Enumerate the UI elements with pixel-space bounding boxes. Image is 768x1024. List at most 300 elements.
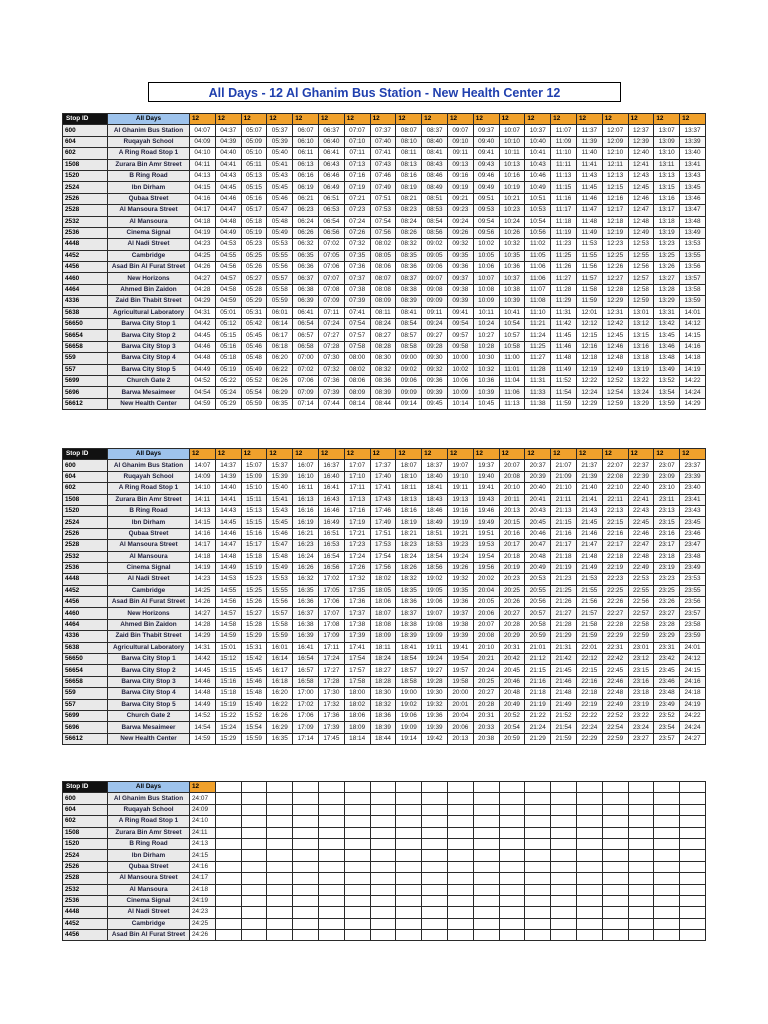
departure-time: 12:43 [628, 170, 654, 181]
departure-time: 08:49 [422, 182, 448, 193]
departure-time: 06:22 [267, 364, 293, 375]
empty-cell [318, 793, 344, 804]
departure-time: 14:17 [190, 540, 216, 551]
departure-time: 07:38 [344, 284, 370, 295]
table-row [63, 170, 706, 181]
departure-time: 23:59 [680, 631, 706, 642]
departure-time: 20:00 [447, 688, 473, 699]
empty-cell [241, 804, 267, 815]
departure-time: 12:18 [576, 353, 602, 364]
departure-time: 15:40 [267, 483, 293, 494]
departure-time: 24:09 [190, 804, 216, 815]
departure-time: 17:27 [318, 665, 344, 676]
departure-time: 14:15 [680, 330, 706, 341]
departure-time: 08:05 [370, 250, 396, 261]
route-number-header: 12 [190, 782, 216, 793]
empty-cell [422, 861, 448, 872]
route-number-header: 12 [473, 449, 499, 460]
stop-name: New Health Center [108, 398, 190, 409]
route-number-header: 12 [293, 114, 319, 125]
departure-time: 19:24 [447, 551, 473, 562]
departure-time: 10:16 [499, 170, 525, 181]
empty-cell [267, 884, 293, 895]
departure-time: 16:51 [318, 528, 344, 539]
departure-time: 11:57 [576, 273, 602, 284]
empty-cell [267, 804, 293, 815]
departure-time: 12:13 [602, 170, 628, 181]
departure-time: 06:26 [267, 375, 293, 386]
empty-cell [370, 918, 396, 929]
departure-time: 12:10 [602, 148, 628, 159]
departure-time: 16:32 [293, 574, 319, 585]
departure-time: 17:11 [344, 483, 370, 494]
departure-time: 14:31 [190, 642, 216, 653]
table-row [63, 642, 706, 653]
departure-time: 17:09 [318, 631, 344, 642]
departure-time: 04:41 [215, 159, 241, 170]
empty-cell [525, 895, 551, 906]
departure-time: 14:46 [215, 528, 241, 539]
departure-time: 11:43 [576, 170, 602, 181]
departure-time: 06:24 [293, 216, 319, 227]
departure-time: 10:39 [499, 296, 525, 307]
empty-cell [318, 850, 344, 861]
departure-time: 22:25 [602, 585, 628, 596]
departure-time: 22:15 [602, 517, 628, 528]
departure-time: 23:16 [654, 528, 680, 539]
route-number-header: 12 [370, 449, 396, 460]
departure-time: 04:07 [190, 125, 216, 136]
empty-cell [370, 907, 396, 918]
empty-cell [396, 816, 422, 827]
departure-time: 14:13 [190, 505, 216, 516]
stop-name: Ruqayah School [108, 804, 190, 815]
departure-time: 12:28 [602, 284, 628, 295]
stop-name: Barwa City Stop 4 [108, 688, 190, 699]
table-row [63, 838, 706, 849]
departure-time: 18:54 [396, 654, 422, 665]
departure-time: 07:14 [293, 398, 319, 409]
stop-id: 5699 [63, 375, 108, 386]
empty-cell [215, 918, 241, 929]
departure-time: 07:41 [344, 307, 370, 318]
departure-time: 24:13 [190, 838, 216, 849]
departure-time: 14:45 [190, 665, 216, 676]
empty-cell [551, 918, 577, 929]
departure-time: 15:19 [215, 699, 241, 710]
departure-time: 05:46 [267, 193, 293, 204]
departure-time: 06:40 [318, 136, 344, 147]
route-number-header: 12 [525, 449, 551, 460]
departure-time: 18:02 [344, 699, 370, 710]
departure-time: 18:51 [422, 528, 448, 539]
table-row [63, 850, 706, 861]
departure-time: 16:37 [318, 460, 344, 471]
departure-time: 18:46 [422, 505, 448, 516]
departure-time: 13:57 [680, 273, 706, 284]
departure-time: 17:41 [344, 642, 370, 653]
departure-time: 12:57 [628, 273, 654, 284]
empty-cell [525, 850, 551, 861]
departure-time: 05:26 [241, 262, 267, 273]
departure-time: 17:58 [344, 676, 370, 687]
departure-time: 09:46 [473, 170, 499, 181]
empty-cell [576, 793, 602, 804]
departure-time: 13:15 [654, 182, 680, 193]
departure-time: 09:36 [422, 375, 448, 386]
empty-cell [628, 804, 654, 815]
departure-time: 07:07 [344, 125, 370, 136]
empty-cell [628, 850, 654, 861]
departure-time: 15:47 [267, 540, 293, 551]
departure-time: 11:09 [551, 136, 577, 147]
departure-time: 07:46 [370, 170, 396, 181]
table-row [63, 216, 706, 227]
empty-cell [267, 873, 293, 884]
route-number-header: 12 [422, 449, 448, 460]
departure-time: 10:41 [499, 307, 525, 318]
departure-time: 23:37 [680, 460, 706, 471]
departure-time: 12:48 [628, 216, 654, 227]
stop-name: B Ring Road [108, 170, 190, 181]
departure-time: 22:46 [602, 676, 628, 687]
stop-id: 5696 [63, 722, 108, 733]
empty-cell [499, 861, 525, 872]
route-number-header: 12 [525, 114, 551, 125]
departure-time: 10:40 [525, 136, 551, 147]
empty-cell [293, 838, 319, 849]
departure-time: 05:11 [241, 159, 267, 170]
departure-time: 14:54 [190, 722, 216, 733]
departure-time: 05:42 [241, 319, 267, 330]
departure-time: 11:38 [525, 398, 551, 409]
stop-name: Ahmed Bin Zaidon [108, 619, 190, 630]
stop-id: 604 [63, 136, 108, 147]
departure-time: 12:29 [602, 296, 628, 307]
stop-id: 4336 [63, 296, 108, 307]
departure-time: 14:07 [190, 460, 216, 471]
departure-time: 18:38 [396, 619, 422, 630]
departure-time: 16:29 [267, 722, 293, 733]
stop-id: 4464 [63, 619, 108, 630]
departure-time: 06:56 [318, 227, 344, 238]
route-number-header: 12 [318, 449, 344, 460]
departure-time: 14:37 [215, 460, 241, 471]
departure-time: 18:39 [370, 722, 396, 733]
empty-cell [576, 827, 602, 838]
empty-cell [680, 918, 706, 929]
departure-time: 16:35 [293, 585, 319, 596]
departure-time: 17:40 [370, 471, 396, 482]
table-row [63, 250, 706, 261]
departure-time: 20:29 [499, 631, 525, 642]
departure-time: 12:46 [602, 341, 628, 352]
departure-time: 08:37 [422, 125, 448, 136]
departure-time: 20:59 [525, 631, 551, 642]
empty-cell [293, 804, 319, 815]
departure-time: 20:56 [525, 597, 551, 608]
route-number-header: 12 [473, 114, 499, 125]
stop-id: 604 [63, 804, 108, 815]
empty-cell [576, 930, 602, 941]
departure-time: 22:29 [602, 631, 628, 642]
departure-time: 16:43 [318, 494, 344, 505]
departure-time: 13:59 [680, 296, 706, 307]
departure-time: 16:13 [293, 494, 319, 505]
departure-time: 14:29 [680, 398, 706, 409]
departure-time: 06:01 [267, 307, 293, 318]
departure-time: 14:41 [215, 494, 241, 505]
empty-cell [473, 827, 499, 838]
departure-time: 22:55 [628, 585, 654, 596]
departure-time: 10:32 [499, 239, 525, 250]
route-number-header: 12 [680, 449, 706, 460]
departure-time: 16:20 [267, 688, 293, 699]
departure-time: 16:40 [318, 471, 344, 482]
empty-cell [241, 827, 267, 838]
departure-time: 19:10 [447, 471, 473, 482]
departure-time: 05:16 [215, 341, 241, 352]
departure-time: 20:54 [499, 722, 525, 733]
departure-time: 11:31 [551, 307, 577, 318]
departure-time: 20:47 [525, 540, 551, 551]
departure-time: 19:23 [447, 540, 473, 551]
departure-time: 13:48 [680, 216, 706, 227]
empty-cell [396, 804, 422, 815]
empty-cell [602, 907, 628, 918]
empty-cell [241, 861, 267, 872]
table-row [63, 341, 706, 352]
empty-cell [525, 884, 551, 895]
departure-time: 11:10 [551, 148, 577, 159]
departure-time: 17:32 [344, 574, 370, 585]
departure-time: 12:09 [602, 136, 628, 147]
departure-time: 13:23 [654, 239, 680, 250]
departure-time: 08:00 [344, 353, 370, 364]
departure-time: 22:40 [628, 483, 654, 494]
departure-time: 13:26 [654, 262, 680, 273]
departure-time: 09:40 [473, 136, 499, 147]
departure-time: 20:25 [499, 585, 525, 596]
route-number-header: 12 [370, 114, 396, 125]
empty-cell [576, 804, 602, 815]
departure-time: 08:06 [344, 375, 370, 386]
departure-time: 06:54 [318, 216, 344, 227]
empty-cell [680, 827, 706, 838]
empty-cell [447, 930, 473, 941]
departure-time: 11:07 [551, 125, 577, 136]
departure-time: 20:43 [525, 505, 551, 516]
empty-cell [654, 884, 680, 895]
departure-time: 10:26 [499, 227, 525, 238]
departure-time: 18:10 [396, 471, 422, 482]
departure-time: 23:55 [680, 585, 706, 596]
departure-time: 23:43 [680, 505, 706, 516]
departure-time: 20:24 [473, 665, 499, 676]
empty-cell [447, 884, 473, 895]
departure-time: 22:12 [576, 654, 602, 665]
departure-time: 17:36 [318, 710, 344, 721]
departure-time: 04:25 [190, 250, 216, 261]
departure-time: 13:28 [654, 284, 680, 295]
table-row [63, 494, 706, 505]
departure-time: 10:53 [525, 205, 551, 216]
empty-cell [525, 793, 551, 804]
departure-time: 12:40 [628, 148, 654, 159]
departure-time: 09:56 [473, 227, 499, 238]
departure-time: 11:00 [499, 353, 525, 364]
departure-time: 18:16 [396, 505, 422, 516]
departure-time: 05:19 [215, 364, 241, 375]
empty-cell [422, 895, 448, 906]
departure-time: 20:38 [473, 733, 499, 744]
departure-time: 15:09 [241, 471, 267, 482]
departure-time: 23:15 [654, 517, 680, 528]
departure-time: 24:24 [680, 722, 706, 733]
departure-time: 15:55 [267, 585, 293, 596]
empty-cell [370, 861, 396, 872]
empty-cell [499, 816, 525, 827]
departure-time: 18:53 [422, 540, 448, 551]
empty-cell [473, 782, 499, 793]
departure-time: 13:07 [654, 125, 680, 136]
empty-cell [215, 782, 241, 793]
departure-time: 18:23 [396, 540, 422, 551]
empty-cell [628, 861, 654, 872]
header-row [63, 449, 706, 460]
departure-time: 10:06 [473, 262, 499, 273]
departure-time: 18:49 [422, 517, 448, 528]
departure-time: 11:31 [525, 375, 551, 386]
departure-time: 23:39 [680, 471, 706, 482]
departure-time: 11:06 [499, 387, 525, 398]
empty-cell [318, 930, 344, 941]
stop-name: Barwa Mesaimeer [108, 387, 190, 398]
departure-time: 18:26 [396, 562, 422, 573]
departure-time: 11:56 [576, 262, 602, 273]
departure-time: 04:10 [190, 148, 216, 159]
departure-time: 18:06 [370, 597, 396, 608]
route-number-header: 12 [654, 114, 680, 125]
empty-cell [499, 918, 525, 929]
empty-cell [551, 907, 577, 918]
empty-cell [344, 873, 370, 884]
departure-time: 16:18 [267, 676, 293, 687]
departure-time: 17:38 [344, 619, 370, 630]
empty-cell [680, 816, 706, 827]
departure-time: 11:26 [551, 262, 577, 273]
departure-time: 12:56 [628, 262, 654, 273]
empty-cell [602, 850, 628, 861]
empty-cell [396, 907, 422, 918]
empty-cell [293, 907, 319, 918]
empty-cell [267, 782, 293, 793]
departure-time: 05:31 [241, 307, 267, 318]
stop-name: Zurara Bin Amr Street [108, 159, 190, 170]
departure-time: 17:06 [318, 597, 344, 608]
departure-time: 21:07 [551, 460, 577, 471]
departure-time: 13:25 [654, 250, 680, 261]
departure-time: 12:46 [628, 193, 654, 204]
departure-time: 10:51 [525, 193, 551, 204]
stop-id: 4448 [63, 239, 108, 250]
empty-cell [499, 850, 525, 861]
stop-name: Ibn Dirham [108, 517, 190, 528]
departure-time: 19:13 [447, 494, 473, 505]
departure-time: 14:26 [190, 597, 216, 608]
departure-time: 17:53 [370, 540, 396, 551]
empty-cell [215, 930, 241, 941]
departure-time: 17:54 [344, 654, 370, 665]
empty-cell [447, 827, 473, 838]
empty-cell [499, 873, 525, 884]
empty-cell [241, 850, 267, 861]
departure-time: 14:40 [215, 483, 241, 494]
departure-time: 08:23 [396, 205, 422, 216]
departure-time: 10:35 [499, 250, 525, 261]
departure-time: 04:16 [190, 193, 216, 204]
empty-cell [241, 782, 267, 793]
departure-time: 22:54 [602, 722, 628, 733]
empty-cell [318, 884, 344, 895]
departure-time: 16:46 [318, 505, 344, 516]
table-row [63, 930, 706, 941]
departure-time: 18:43 [422, 494, 448, 505]
departure-time: 07:36 [318, 375, 344, 386]
departure-time: 12:45 [628, 182, 654, 193]
departure-time: 11:47 [576, 205, 602, 216]
departure-time: 05:09 [241, 136, 267, 147]
departure-time: 12:29 [576, 398, 602, 409]
departure-time: 07:51 [370, 193, 396, 204]
departure-time: 07:53 [370, 205, 396, 216]
departure-time: 10:07 [473, 273, 499, 284]
departure-time: 14:12 [680, 319, 706, 330]
stop-name: Zurara Bin Amr Street [108, 494, 190, 505]
departure-time: 05:40 [267, 148, 293, 159]
departure-time: 10:27 [473, 330, 499, 341]
departure-time: 06:26 [293, 227, 319, 238]
departure-time: 11:06 [525, 262, 551, 273]
departure-time: 06:20 [267, 353, 293, 364]
departure-time: 18:58 [396, 676, 422, 687]
departure-time: 21:31 [551, 642, 577, 653]
departure-time: 04:48 [215, 216, 241, 227]
departure-time: 18:07 [370, 608, 396, 619]
departure-time: 07:54 [370, 216, 396, 227]
empty-cell [576, 873, 602, 884]
empty-cell [551, 895, 577, 906]
stop-name: New Horizons [108, 608, 190, 619]
stop-name: Ruqayah School [108, 136, 190, 147]
departure-time: 04:29 [190, 296, 216, 307]
departure-time: 11:48 [551, 353, 577, 364]
departure-time: 23:12 [628, 654, 654, 665]
departure-time: 16:37 [293, 608, 319, 619]
departure-time: 18:56 [422, 562, 448, 573]
stop-id: 2532 [63, 551, 108, 562]
departure-time: 06:37 [318, 125, 344, 136]
empty-cell [473, 816, 499, 827]
departure-time: 22:59 [602, 733, 628, 744]
empty-cell [344, 827, 370, 838]
departure-time: 09:08 [422, 284, 448, 295]
stop-id: 4336 [63, 631, 108, 642]
empty-cell [499, 782, 525, 793]
stop-name: Barwa City Stop 5 [108, 364, 190, 375]
empty-cell [447, 907, 473, 918]
stop-id: 5696 [63, 387, 108, 398]
